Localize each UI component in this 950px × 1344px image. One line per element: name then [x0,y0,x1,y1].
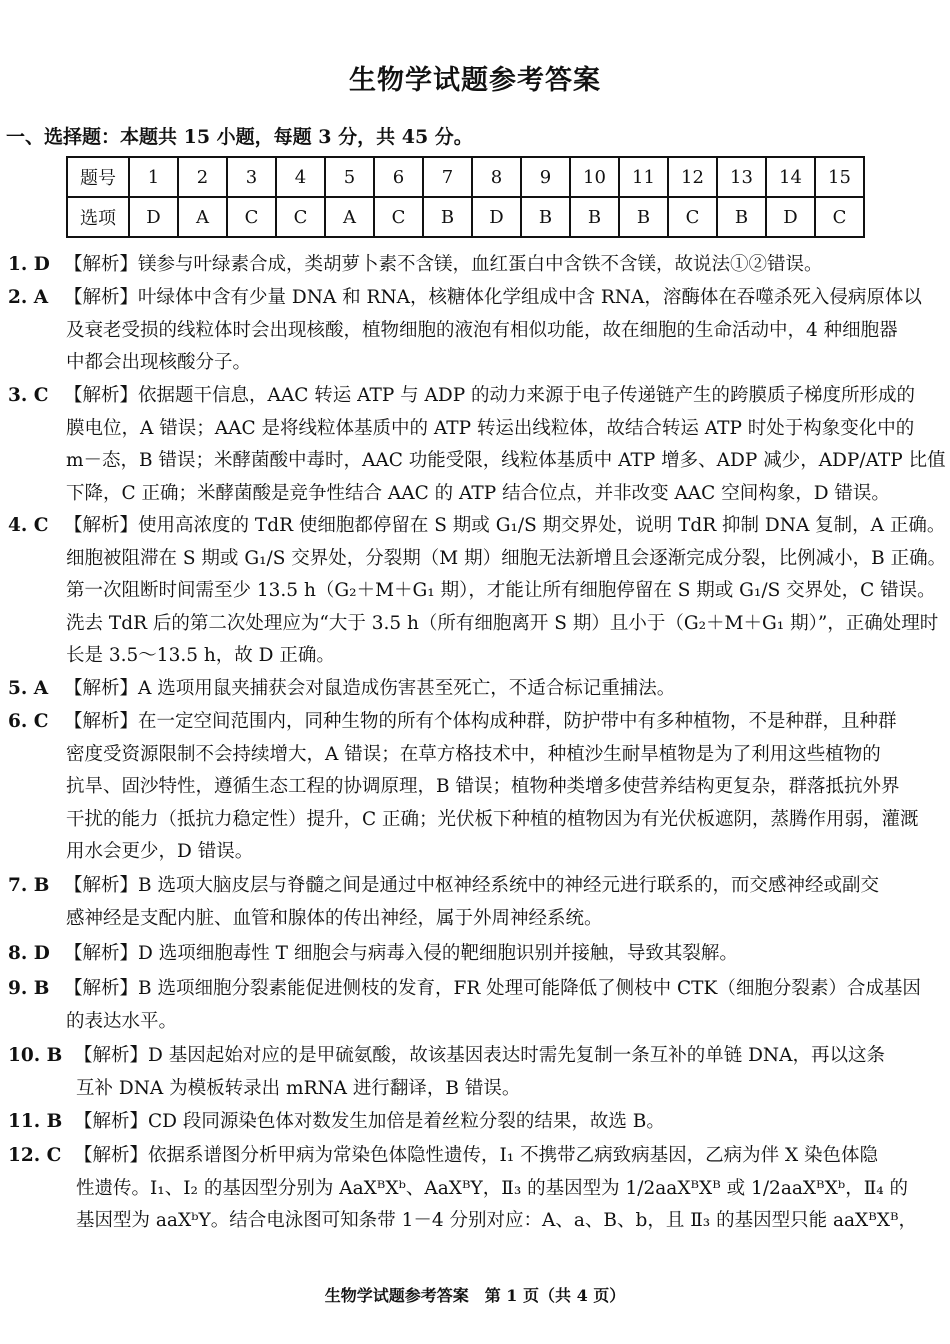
answer-explanation-2 [8,282,948,380]
question-number-cell: 4 [276,157,325,197]
explanation-line: 干扰的能力（抵抗力稳定性）提升，C 正确；光伏板下种植的植物因为有光伏板遮阴，蒸腾作用弱，灌溉 [66,808,919,830]
answer-explanation-9 [8,973,948,1038]
answer-cell: B [717,197,766,237]
explanation-line: 膜电位，A 错误；AAC 是将线粒体基质中的 ATP 转运出线粒体，故结合转运 ATP 时处于构象变化中的 [66,417,915,439]
question-number-cell: 10 [570,157,619,197]
question-number-cell: 14 [766,157,815,197]
item-number: 10. B [8,1045,63,1066]
explanation-line: 【解析】CD 段同源染色体对数发生加倍是着丝粒分裂的结果，故选 B。 [74,1111,665,1132]
explanation-line: 用水会更少，D 错误。 [66,841,254,862]
answer-cell: C [815,197,864,237]
explanation-line: 基因型为 aaXᵇY。结合电泳图可知条带 1－4 分别对应：A、a、B、b，且 Ⅱ₃ 的基因型只能 aaXᴮXᴮ， [76,1210,918,1231]
question-number-cell: 6 [374,157,423,197]
explanation-line: 【解析】在一定空间范围内，同种生物的所有个体构成种群，防护带中有多种植物，不是种群，且种群 [64,711,897,732]
answer-cell: B [570,197,619,237]
question-number-cell: 11 [619,157,668,197]
answer-cell: A [325,197,374,237]
answer-row [67,197,864,237]
explanation-line: 互补 DNA 为模板转录出 mRNA 进行翻译，B 错误。 [76,1077,521,1099]
answer-cell: D [766,197,815,237]
answer-explanation-4 [8,510,948,673]
item-number: 12. C [8,1145,62,1166]
answer-explanation-12 [8,1140,948,1238]
explanation-line: 中都会出现核酸分子。 [66,352,252,373]
answer-cell: A [178,197,227,237]
answer-explanation-7 [8,870,948,935]
item-number: 3. C [8,385,49,406]
answer-explanation-10 [8,1040,948,1105]
answer-cell: B [423,197,472,237]
explanation-line: 感神经是支配内脏、血管和腺体的传出神经，属于外周神经系统。 [66,907,603,929]
page-footer: 生物学试题参考答案 第 1 页（共 4 页） [324,1286,626,1305]
explanation-line: 【解析】镁参与叶绿素合成，类胡萝卜素不含镁，血红蛋白中含铁不含镁，故说法①②错误。 [64,254,823,275]
explanation-line: 【解析】依据系谱图分析甲病为常染色体隐性遗传，Ⅰ₁ 不携带乙病致病基因，乙病为伴 X 染色体隐 [74,1145,879,1166]
answer-table [66,156,865,238]
item-number: 8. D [8,943,50,964]
section-heading: 一、选择题：本题共 15 小题，每题 3 分，共 45 分。 [6,126,473,148]
question-number-row [67,157,864,197]
question-number-cell: 2 [178,157,227,197]
page-title: 生物学试题参考答案 [349,65,601,96]
item-number: 9. B [8,978,50,999]
explanation-line: 【解析】使用高浓度的 TdR 使细胞都停留在 S 期或 G₁/S 期交界处，说明 TdR 抑制 DNA 复制，A 正确。 [64,515,946,536]
row-label-question: 题号 [67,157,129,197]
question-number-cell: 13 [717,157,766,197]
explanation-line: 密度受资源限制不会持续增大，A 错误；在草方格技术中，种植沙生耐旱植物是为了利用这些植物的 [66,743,881,765]
question-number-cell: 3 [227,157,276,197]
item-number: 4. C [8,515,49,536]
answer-cell: B [521,197,570,237]
answer-cell: C [374,197,423,237]
answer-cell: C [668,197,717,237]
explanation-line: 下降，C 正确；米酵菌酸是竞争性结合 AAC 的 ATP 结合位点，并非改变 AAC 空间构象，D 错误。 [66,482,890,504]
explanation-line: 【解析】依据题干信息，AAC 转运 ATP 与 ADP 的动力来源于电子传递链产生的跨膜质子梯度所形成的 [64,385,916,406]
explanation-line: 细胞被阻滞在 S 期或 G₁/S 交界处，分裂期（M 期）细胞无法新增且会逐渐完成分裂，比例减小，B 正确。 [66,547,947,569]
answer-explanation-3 [8,380,948,510]
question-number-cell: 9 [521,157,570,197]
question-number-cell: 7 [423,157,472,197]
answer-cell: C [227,197,276,237]
item-number: 2. A [8,287,49,308]
answer-explanation-8 [8,938,948,971]
explanation-line: 性遗传。Ⅰ₁、Ⅰ₂ 的基因型分别为 AaXᴮXᵇ、AaXᴮY，Ⅱ₃ 的基因型为 1/2aaXᴮXᴮ 或 1/2aaXᴮXᵇ，Ⅱ₄ 的 [76,1177,909,1199]
answer-explanation-1 [8,249,948,282]
item-number: 1. D [8,254,50,275]
answer-explanation-6 [8,706,948,869]
answer-explanation-11 [8,1106,948,1139]
answer-cell: C [276,197,325,237]
question-number-cell: 1 [129,157,178,197]
explanation-line: m－态，B 错误；米酵菌酸中毒时，AAC 功能受限，线粒体基质中 ATP 增多、ADP 减少，ADP/ATP 比值 [66,450,946,471]
question-number-cell: 12 [668,157,717,197]
item-number: 11. B [8,1111,63,1132]
item-number: 7. B [8,875,50,896]
explanation-line: 抗旱、固沙特性，遵循生态工程的协调原理，B 错误；植物种类增多使营养结构更复杂，群落抵抗外界 [66,776,900,797]
question-number-cell: 8 [472,157,521,197]
explanation-line: 第一次阻断时间需至少 13.5 h（G₂＋M＋G₁ 期），才能让所有细胞停留在 S 期或 G₁/S 交界处，C 错误。 [66,580,936,601]
explanation-line: 长是 3.5～13.5 h，故 D 正确。 [66,645,335,666]
explanation-line: 【解析】叶绿体中含有少量 DNA 和 RNA，核糖体化学组成中含 RNA，溶酶体在吞噬杀死入侵病原体以 [64,287,922,308]
answer-cell: B [619,197,668,237]
answer-cell: D [129,197,178,237]
explanation-line: 【解析】B 选项大脑皮层与脊髓之间是通过中枢神经系统中的神经元进行联系的，而交感神经或副交 [64,875,879,896]
explanation-line: 的表达水平。 [66,1010,178,1032]
question-number-cell: 5 [325,157,374,197]
row-label-answer: 选项 [67,197,129,237]
explanation-line: 洗去 TdR 后的第二次处理应为“大于 3.5 h（所有细胞离开 S 期）且小于（G₂＋M＋G₁ 期）”，正确处理时 [66,612,939,634]
answer-explanation-5 [8,673,948,706]
item-number: 5. A [8,678,49,699]
answer-cell: D [472,197,521,237]
question-number-cell: 15 [815,157,864,197]
explanation-line: 【解析】D 选项细胞毒性 T 细胞会与病毒入侵的靶细胞识别并接触，导致其裂解。 [64,943,738,964]
explanation-line: 【解析】B 选项细胞分裂素能促进侧枝的发育，FR 处理可能降低了侧枝中 CTK（细胞分裂素）合成基因 [64,978,921,999]
explanation-line: 【解析】A 选项用鼠夹捕获会对鼠造成伤害甚至死亡，不适合标记重捕法。 [64,678,676,699]
item-number: 6. C [8,711,49,732]
explanation-line: 及衰老受损的线粒体时会出现核酸，植物细胞的液泡有相似功能，故在细胞的生命活动中，4 种细胞器 [66,319,898,341]
explanation-line: 【解析】D 基因起始对应的是甲硫氨酸，故该基因表达时需先复制一条互补的单链 DNA，再以这条 [74,1045,885,1066]
